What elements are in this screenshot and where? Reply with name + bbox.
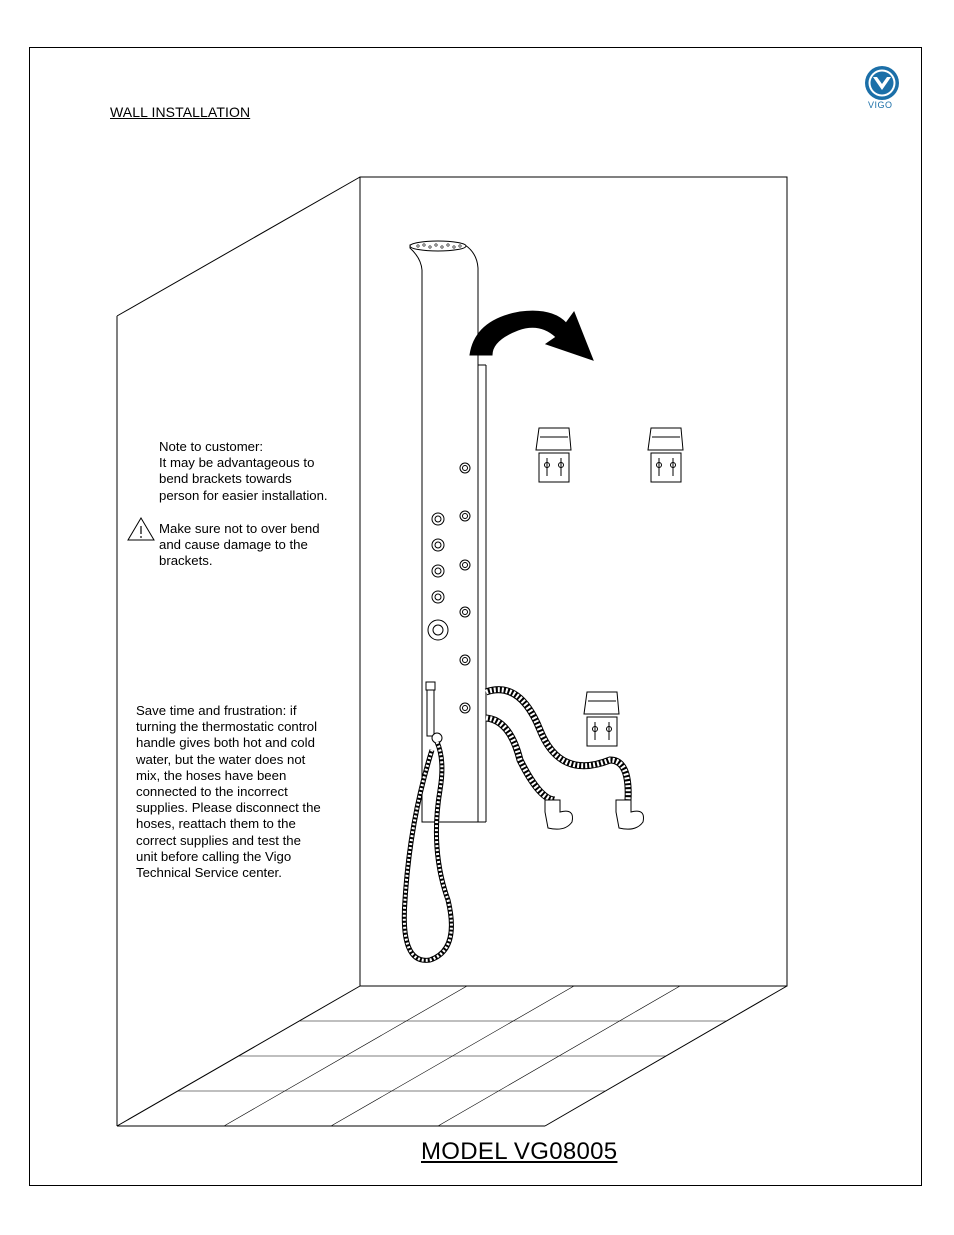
tip-line: handle gives both hot and cold — [136, 735, 315, 751]
shower-panel — [410, 241, 486, 822]
customer-note — [159, 439, 369, 504]
section-title: WALL INSTALLATION — [110, 104, 251, 120]
warning-note — [159, 521, 369, 570]
supply-hose-2-weave — [486, 718, 555, 800]
bracket-1 — [536, 428, 571, 482]
elbow-fittings — [545, 800, 644, 829]
customer-note-line: It may be advantageous to — [159, 455, 315, 471]
tip-line: Save time and frustration: if — [136, 703, 297, 718]
bracket-2 — [648, 428, 683, 482]
model-number: MODEL VG08005 — [421, 1138, 618, 1165]
tip-line: mix, the hoses have been — [136, 767, 287, 783]
tip-line: hoses, reattach them to the — [136, 816, 296, 832]
customer-note-line: bend brackets towards — [159, 471, 292, 487]
tip-line: water, but the water does not — [136, 751, 306, 767]
tip-line: Technical Service center. — [136, 865, 282, 881]
bend-arrow-icon — [470, 311, 593, 360]
troubleshooting-note — [136, 703, 361, 881]
warning-line: and cause damage to the — [159, 537, 308, 553]
customer-note-line: Note to customer: — [159, 439, 264, 454]
tip-line: connected to the incorrect — [136, 784, 288, 800]
tip-line: correct supplies and test the — [136, 832, 301, 848]
tip-line: unit before calling the Vigo — [136, 848, 292, 864]
warning-line: brackets. — [159, 553, 213, 569]
bracket-3 — [584, 692, 619, 746]
tip-line: supplies. Please disconnect the — [136, 800, 321, 816]
floor-tiles — [178, 986, 727, 1126]
brand-name: VIGO — [868, 100, 893, 110]
customer-note-line: person for easier installation. — [159, 487, 328, 503]
warning-line: Make sure not to over bend — [159, 521, 320, 536]
tip-line: turning the thermostatic control — [136, 719, 318, 735]
warning-icon — [126, 516, 156, 542]
